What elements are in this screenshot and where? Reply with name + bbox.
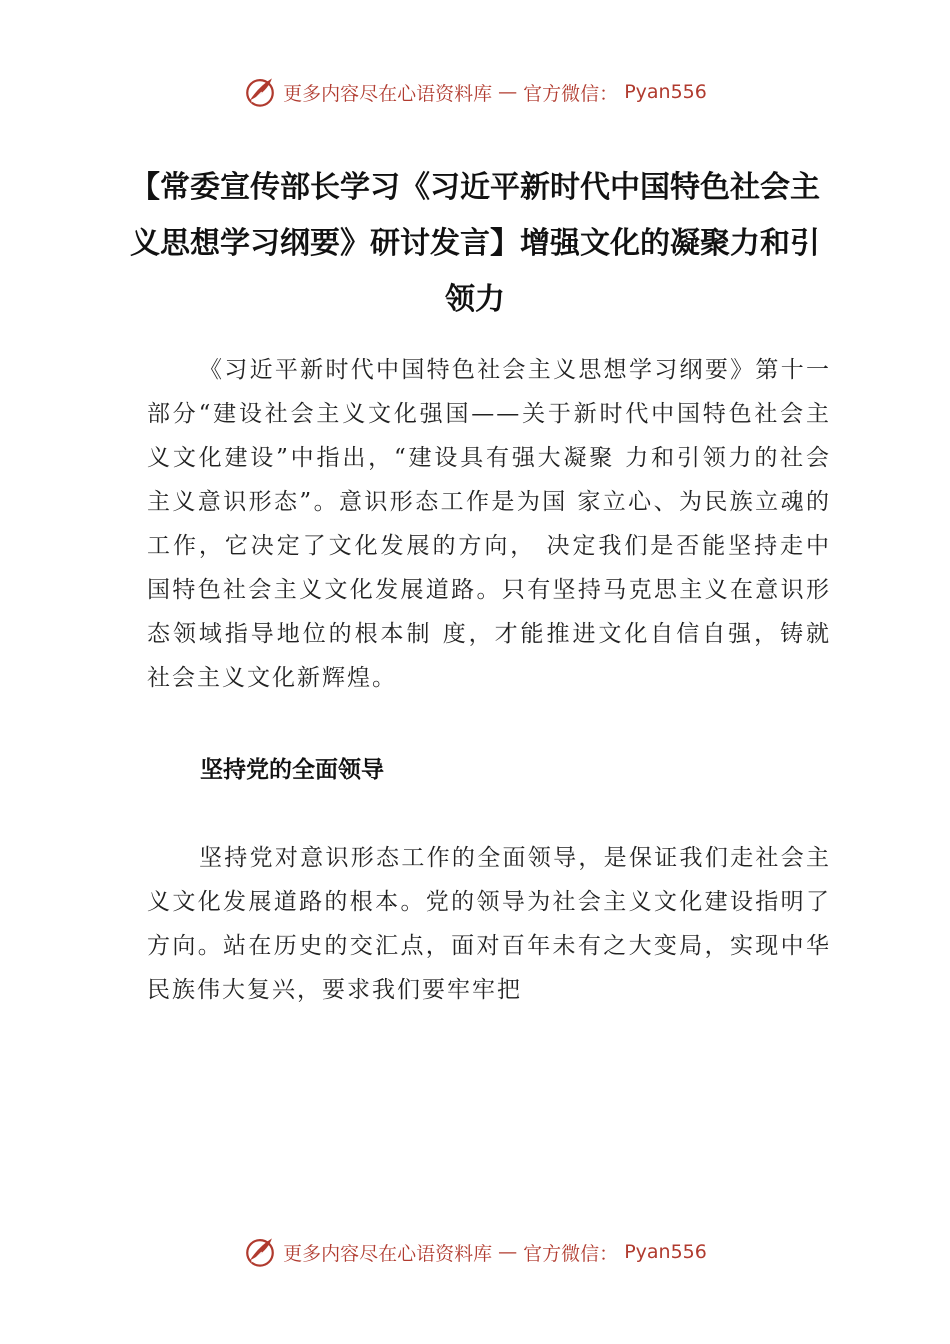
watermark-label: 官方微信：: [523, 1242, 619, 1265]
watermark-text: 更多内容尽在心语资料库: [283, 82, 493, 105]
watermark-wechat-id: Pyan556: [624, 1241, 707, 1263]
watermark-wechat-id: Pyan556: [624, 81, 707, 103]
body-paragraph-2: 坚持党对意识形态工作的全面领导，是保证我们走社会主义文化发展道路的根本。党的领导为社会主义文化建设指明了方向。站在历史的交汇点，面对百年未有之大变局，实现中华民族伟大复兴，要求我们要牢牢把: [147, 845, 831, 1003]
footer-watermark: [0, 1232, 950, 1272]
quill-logo-icon: [243, 75, 277, 109]
body-paragraph-1: 《习近平新时代中国特色社会主义思想学习纲要》第十一部分“建设社会主义文化强国——关于新时代中国特色社会主义文化建设”中指出，“建设具有强大凝聚 力和引领力的社会主义意识形态”。意识形态工作是为国 家立心、为民族立魂的工作，它决定了文化发展的方向， 决定我们是否能坚持走中国特色社会主义文化发展道路。只有坚持马克思主义在意识形态领域指导地位的根本制 度，才能推进文化自信自强，铸就社会主义文化新辉煌。: [147, 357, 831, 691]
watermark-separator: —: [498, 81, 518, 103]
watermark-separator: —: [498, 1241, 518, 1263]
watermark-text: 更多内容尽在心语资料库: [283, 1242, 493, 1265]
section-heading: 坚持党的全面领导: [200, 757, 384, 783]
quill-logo-icon: [243, 1235, 277, 1269]
header-watermark: [0, 72, 950, 112]
document-title: 【常委宣传部长学习《习近平新时代中国特色社会主义思想学习纲要》研讨发言】增强文化的凝聚力和引领力: [130, 170, 820, 317]
watermark-label: 官方微信：: [523, 82, 619, 105]
